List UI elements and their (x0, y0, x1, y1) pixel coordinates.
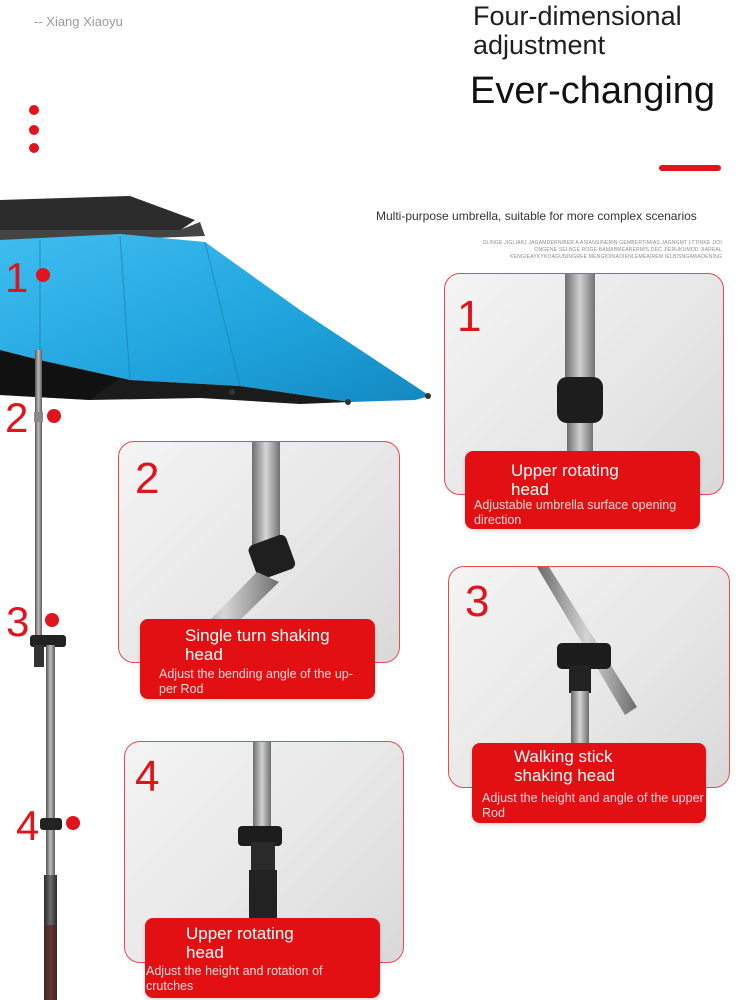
headline-line-1: Four-dimensional (473, 1, 682, 31)
brand-label: -- Xiang Xiaoyu (34, 14, 123, 29)
fine-print-line-1: OLINGE JIGLIAKJ JAGAMDERNIBER A ASIANSINERIN GEMBERTIMIAS JAGNGMT LTTINKE JIOI (482, 240, 722, 246)
step-marker-3: 3 (6, 598, 30, 645)
caption-title-line-2: head (185, 645, 223, 664)
caption-title (511, 461, 619, 499)
caption-desc-line-1: Adjust the height and rotation of (146, 964, 323, 978)
headline-line-2: adjustment (473, 30, 606, 60)
caption-title-line-2: head (186, 943, 224, 962)
caption-desc-line-2: Rod (482, 806, 505, 820)
caption-title-line-1: Upper rotating (186, 924, 294, 943)
step-marker-2: 2 (5, 394, 29, 441)
step-marker-4: 4 (16, 802, 40, 849)
caption-title-line-2: head (511, 480, 549, 499)
headline (473, 2, 743, 60)
caption-title-line-1: Single turn shaking (185, 626, 330, 645)
dot-icon (29, 143, 39, 153)
caption-desc-line-1: Adjust the height and angle of the upper (482, 791, 704, 805)
panel-number: 1 (457, 292, 482, 341)
fine-print (428, 240, 722, 261)
caption-title-line-1: Upper rotating (511, 461, 619, 480)
caption-desc-line-1: Adjustable umbrella surface opening (474, 498, 677, 512)
caption-desc-line-2: crutches (146, 979, 194, 993)
caption-desc-line-2: direction (474, 513, 522, 527)
caption-panel-2 (140, 619, 375, 699)
marker-dot-icon (45, 613, 59, 627)
step-marker-1: 1 (5, 254, 29, 301)
caption-title (185, 626, 330, 664)
caption-title-line-2: shaking head (514, 766, 616, 785)
tagline: Multi-purpose umbrella, suitable for more complex scenarios (376, 209, 697, 223)
panel-number: 3 (465, 577, 490, 626)
caption-panel-1 (465, 451, 700, 529)
marker-dot-icon (36, 268, 50, 282)
decorative-dots (29, 105, 41, 157)
caption-title (514, 747, 615, 785)
caption-description (159, 667, 353, 697)
caption-title-line-1: Walking stick (514, 747, 613, 766)
dot-icon (29, 105, 39, 115)
accent-underline (659, 165, 721, 171)
caption-description (146, 964, 323, 994)
caption-desc-line-1: Adjust the bending angle of the up- (159, 667, 353, 681)
caption-title (186, 924, 294, 962)
marker-dot-icon (66, 816, 80, 830)
caption-description (474, 498, 676, 528)
fine-print-line-2: ONGENE SELBGE ROGE BAMABMEARERMIS DEC JIERUKUMOD JIAREAL (534, 247, 722, 253)
marker-dot-icon (47, 409, 61, 423)
fine-print-line-3: KENGIEAYKYKOAGUNINGREE MENGIOINADIENLEMEAIREM IELBISNGAWAOENING (510, 254, 722, 260)
caption-desc-line-2: per Rod (159, 682, 204, 696)
subheadline: Ever-changing (470, 70, 716, 112)
panel-number: 4 (135, 752, 160, 801)
caption-description (482, 791, 706, 821)
caption-panel-4 (145, 918, 380, 998)
caption-panel-3 (472, 743, 706, 823)
dot-icon (29, 125, 39, 135)
panel-number: 2 (135, 454, 160, 503)
